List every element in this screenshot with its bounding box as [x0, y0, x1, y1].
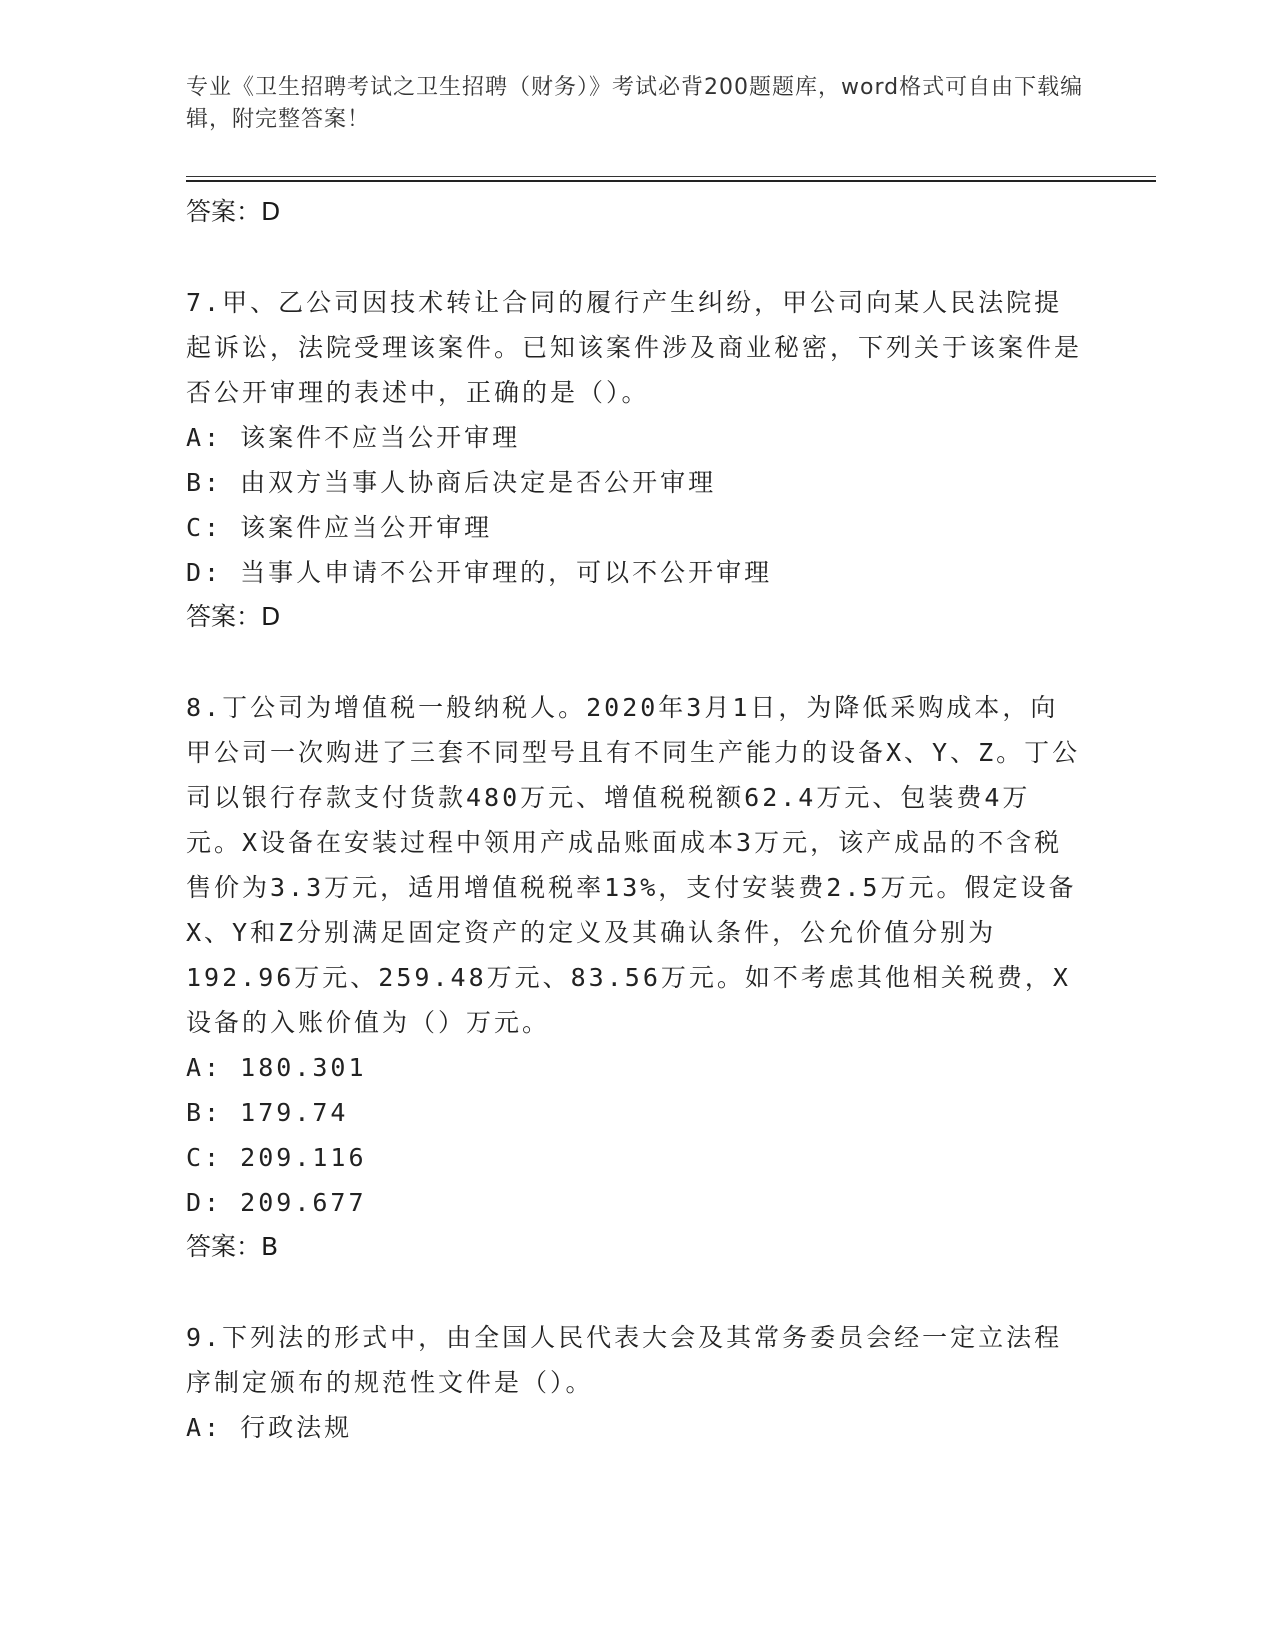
option-letter: C: — [186, 513, 223, 542]
option-text: 该案件不应当公开审理 — [240, 423, 521, 452]
option-d — [186, 1180, 1086, 1225]
option-text: 行政法规 — [240, 1413, 353, 1442]
question-8 — [186, 685, 1086, 1269]
question-text: 8.丁公司为增值税一般纳税人。2020年3月1日，为降低采购成本，向甲公司一次购进了三套不同型号且有不同生产能力的设备X、Y、Z。丁公司以银行存款支付货款480万元、增值税税额62.4万元、包装费4万元。X设备在安装过程中领用产成品账面成本3万元，该产成品的不含税售价为3.3万元，适用增值税税率13%，支付安装费2.5万元。假定设备X、Y和Z分别满足固定资产的定义及其确认条件，公允价值分别为192.96万元、259.48万元、83.56万元。如不考虑其他相关税费，X设备的入账价值为（）万元。 — [186, 693, 1081, 1037]
option-text: 180.301 — [240, 1053, 367, 1082]
option-b — [186, 1090, 1086, 1135]
option-letter: D: — [186, 1188, 223, 1217]
option-letter: B: — [186, 1098, 223, 1127]
document-body — [186, 190, 1086, 1450]
answer-label: 答案：D — [186, 197, 281, 226]
header-divider-thin — [186, 176, 1156, 177]
header-divider-thick — [186, 180, 1156, 182]
option-b — [186, 460, 1086, 505]
answer-label: 答案：D — [186, 602, 281, 631]
option-a — [186, 415, 1086, 460]
option-letter: B: — [186, 468, 223, 497]
option-text: 由双方当事人协商后决定是否公开审理 — [240, 468, 717, 497]
option-d — [186, 550, 1086, 595]
option-letter: D: — [186, 558, 223, 587]
option-letter: A: — [186, 423, 223, 452]
option-letter: A: — [186, 1413, 223, 1442]
option-letter: C: — [186, 1143, 223, 1172]
option-letter: A: — [186, 1053, 223, 1082]
option-text: 该案件应当公开审理 — [240, 513, 493, 542]
question-7 — [186, 280, 1086, 639]
document-header — [186, 72, 1086, 136]
question-text: 9.下列法的形式中，由全国人民代表大会及其常务委员会经一定立法程序制定颁布的规范性文件是（）。 — [186, 1323, 1063, 1397]
option-text: 209.116 — [240, 1143, 367, 1172]
option-a — [186, 1045, 1086, 1090]
option-text: 209.677 — [240, 1188, 367, 1217]
option-c — [186, 505, 1086, 550]
header-text: 专业《卫生招聘考试之卫生招聘（财务）》考试必背200题题库，word格式可自由下载编辑，附完整答案！ — [186, 75, 1084, 132]
option-c — [186, 1135, 1086, 1180]
answer-label: 答案：B — [186, 1232, 279, 1261]
option-text: 179.74 — [240, 1098, 349, 1127]
question-9 — [186, 1315, 1086, 1450]
question-text: 7.甲、乙公司因技术转让合同的履行产生纠纷，甲公司向某人民法院提起诉讼，法院受理该案件。已知该案件涉及商业秘密，下列关于该案件是否公开审理的表述中，正确的是（）。 — [186, 288, 1083, 407]
option-text: 当事人申请不公开审理的，可以不公开审理 — [240, 558, 773, 587]
option-a — [186, 1405, 1086, 1450]
